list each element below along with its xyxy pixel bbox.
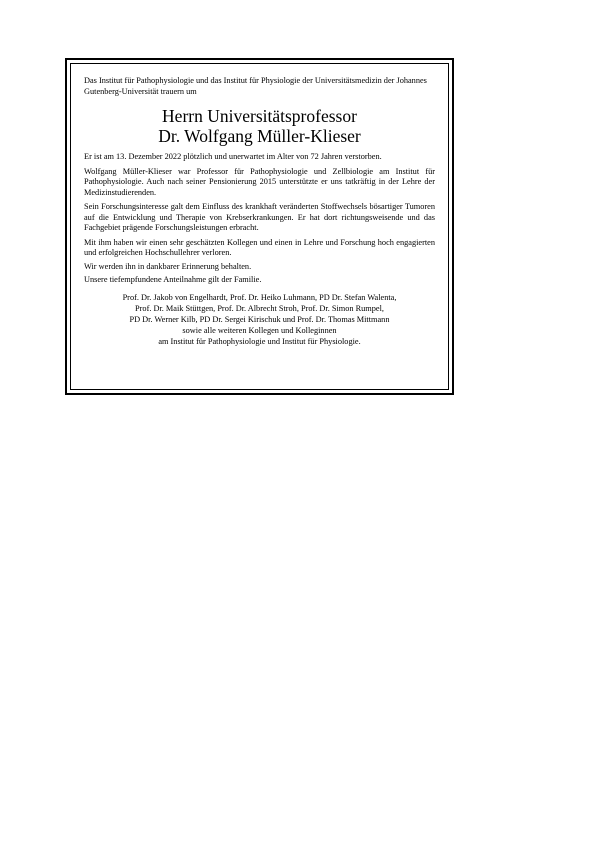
paragraph-career: Wolfgang Müller-Klieser war Professor für Pathophysiologie und Zellbiologie am Institut für Pathophysiologie. Auch nach seiner Pensionierung 2015 unterstützte er uns tatkräftig in der Lehre der Medizinstudierenden. — [84, 166, 435, 197]
name-title-line: Herrn Universitätsprofessor — [162, 106, 357, 126]
signature-line: Prof. Dr. Maik Stüttgen, Prof. Dr. Albrecht Stroh, Prof. Dr. Simon Rumpel, — [135, 303, 384, 313]
paragraph-condolence: Unsere tiefempfundene Anteilnahme gilt der Familie. — [84, 275, 262, 284]
obituary-frame — [65, 58, 454, 395]
paragraph-loss: Mit ihm haben wir einen sehr geschätzten Kollegen und einen in Lehre und Forschung hoch engagierten und erfolgreichen Hochschullehrer verloren. — [84, 237, 435, 257]
signature-line: am Institut für Pathophysiologie und Institut für Physiologie. — [158, 336, 361, 346]
paragraph-memory: Wir werden ihn in dankbarer Erinnerung behalten. — [84, 261, 252, 271]
intro-text: Das Institut für Pathophysiologie und das Institut für Physiologie der Universitätsmedizin der Johannes Gutenberg-Universität trauern um — [84, 76, 427, 96]
name-line: Dr. Wolfgang Müller-Klieser — [158, 126, 361, 146]
deceased-name — [84, 106, 435, 146]
signatures — [84, 292, 435, 347]
signature-line: PD Dr. Werner Kilb, PD Dr. Sergei Kirischuk und Prof. Dr. Thomas Mittmann — [129, 314, 390, 324]
paragraph-research: Sein Forschungsinteresse galt dem Einfluss des krankhaft veränderten Stoffwechsels bösartiger Tumoren auf die Entwicklung und Therapie von Krebserkrankungen. Er hat dort richtungsweisende und das Fachgebiet prägende Forschungsleistungen erbracht. — [84, 202, 435, 232]
obituary-inner-frame — [70, 63, 449, 390]
signature-line: Prof. Dr. Jakob von Engelhardt, Prof. Dr. Heiko Luhmann, PD Dr. Stefan Walenta, — [122, 292, 397, 302]
signature-line: sowie alle weiteren Kollegen und Kolleginnen — [182, 325, 337, 335]
paragraph-death: Er ist am 13. Dezember 2022 plötzlich und unerwartet im Alter von 72 Jahren verstorben. — [84, 152, 382, 161]
